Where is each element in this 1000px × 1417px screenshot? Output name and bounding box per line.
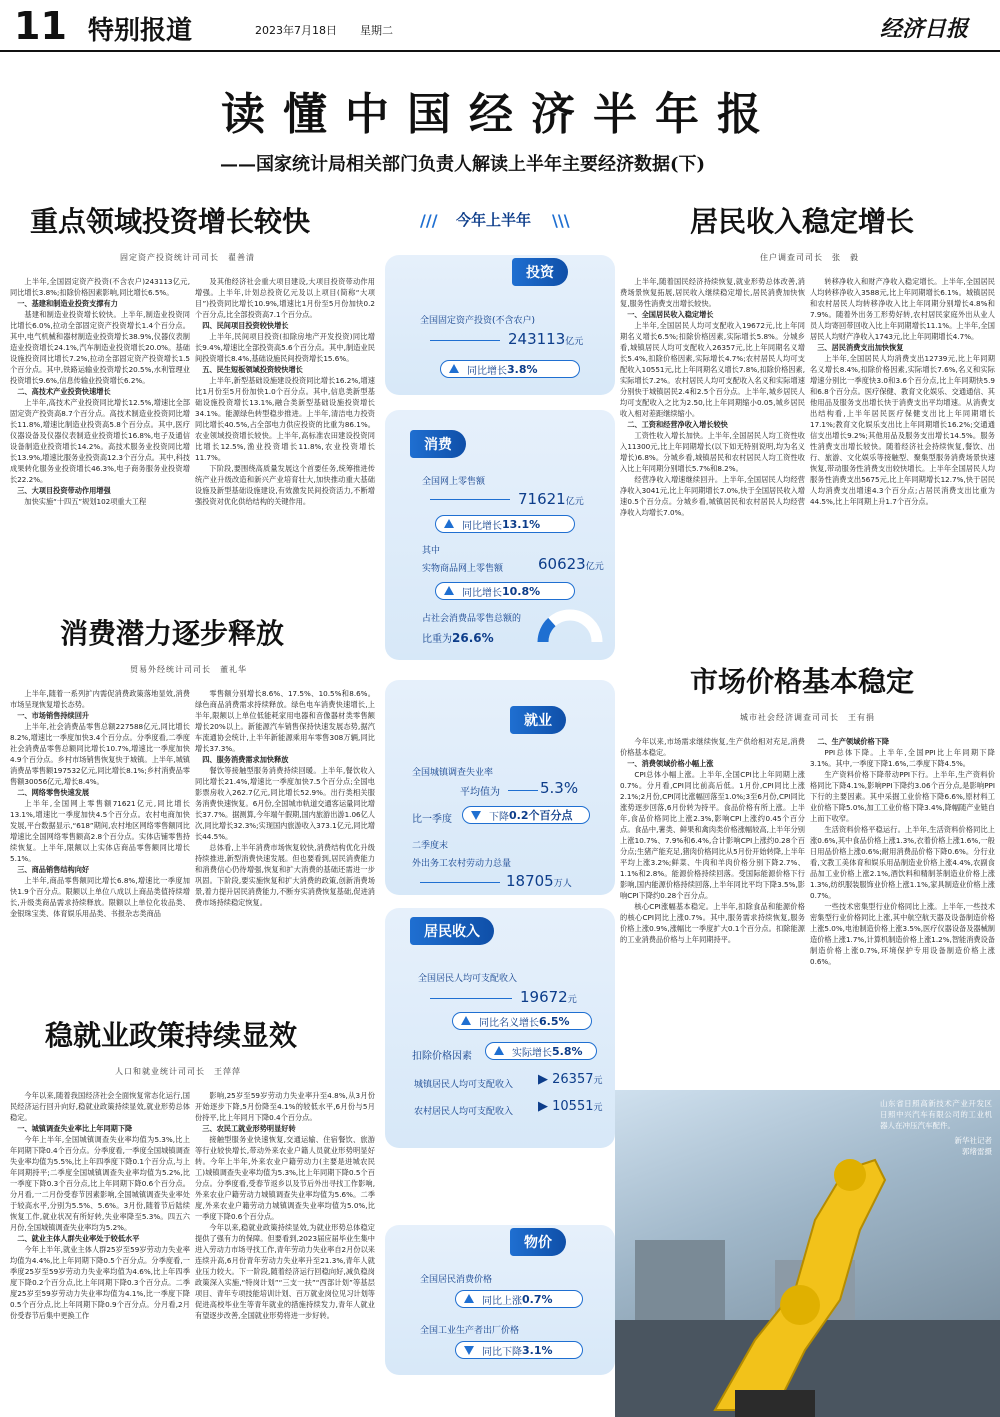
income-urban: ▶ 26357元	[538, 1072, 603, 1087]
price-cpi-label: 全国居民消费价格	[420, 1275, 493, 1285]
jobs-avg-value: 5.3%	[540, 779, 579, 797]
investment-byline: 固定资产投资统计司司长 翟善清	[120, 253, 255, 262]
price-ppi: 同比下降 3.1%	[455, 1341, 583, 1359]
center-banner: /// 今年上半年 \\\	[420, 211, 570, 230]
paper-logo: 经济日报	[880, 16, 969, 42]
consumption-col1: 上半年,随着一系列扩内需促消费政策落地显效,消费市场呈现恢复增长态势。 一、市场销售持续回升 上半年,社会消费品零售总额227588亿元,同比增长8.2%,增速比一季度加快3.4个百分点。分季度看,二季度社会消费品零售总额同比增长10.7%,增速比一季度加快4.9个百分点。乡村市场销售恢复快于城镇。上半年,城镇消费品零售额197532亿元,同比增长8.1%;乡村消费品零售额30056亿元,增长8.4%。 二、网络零售快速发展 上半年,全国网上零售额71621亿元,同比增长13.1%,增速比一季度加快4.5个百分点。农村电商加快发展,平台数据显示,“618”期间,农村地区网络零售额同比增速比全国网络零售额高2.8个百分点。实体店铺零售持续恢复。上半年,限额以上实体店商品零售额同比增长5.1%。 三、商品销售结构向好 上半年,商品零售额同比增长6.8%,增速比一季度加快1.9个百分点。限额以上单位八成以上商品类值持续增长,升级类商品需求持续释放。限额以上单位化妆品类、金银珠宝类、体育娱乐用品类、书报杂志类商品	[10, 689, 190, 918]
tag-price: 物价	[510, 1228, 566, 1256]
income-label1: 全国居民人均可支配收入	[418, 974, 518, 984]
investment-col2: 及其他经济社会重大项目建设,大项目投资带动作用增强。上半年,计划总投资亿元及以上项目(简称“大项目”)投资同比增长10.9%,增速比1月份至5月份加快0.2个百分点,比全部投资高7.1个百分点。 四、民间项目投资较快增长 上半年,民间项目投资(扣除房地产开发投资)同比增长9.4%,增速比全部投资高5.6个百分点。其中,制造业民间投资增长8.4%,基础设施民间投资增长15.6%。 五、民生短板领域投资较快增长 上半年,新型基础设施建设投资同比增长16.2%,增速比1月份至5月份加快1.0个百分点。其中,信息类新型基础设施投资增长13.1%,融合类新型基础设施投资增长34.1%。能源绿色转型稳步推进。上半年,清洁电力投资同比增长40.5%,占全部电力供应投资的比重为86.1%。农业领域投资增长较快。上半年,高标准农田建设投资同比增长12.5%,渔业投资增长11.8%,农业投资增长11.7%。 下阶段,要围绕高质量发展这个首要任务,统筹推进传统产业升级改造和新兴产业培育壮大,加快推动重大基础设施及新型基础设施建设,有效激发民间投资活力,不断增强投资对优化供给结构的关键作用。	[195, 277, 375, 506]
jobs-label2b: 外出务工农村劳动力总量	[412, 859, 512, 869]
consumption-title: 消费潜力逐步释放	[60, 617, 285, 650]
invest-growth: 同比增长 3.8%	[440, 360, 580, 378]
price-byline: 城市社会经济调查司司长 王有捐	[740, 713, 875, 722]
photo-credit: 新华社记者 郭绪雷摄	[954, 1136, 992, 1156]
price-col1: 今年以来,市场需求继续恢复,生产供给相对充足,消费价格基本稳定。 一、消费领域价格小幅上涨 CPI总体小幅上涨。上半年,全国CPI比上年同期上涨0.7%。分月看,CPI同比前高后低。1月份,CPI同比上涨2.1%;2月份,CPI同比涨幅回落至1.0%;3至6月份,CPI同比涨势逐步回落,6月份转为持平。食品价格有所上涨。上半年,食品价格同比上涨2.3%,影响CPI上涨约0.45个百分点。食品中,薯类、鲜果和禽肉类价格涨幅较高,上半年分别上涨10.7%、7.9%和6.4%,合计影响CPI上涨约0.28个百分点;生猪产能充足,猪肉价格同比从5月份开始转降,上半年平均上涨3.2%;鲜菜、牛肉和羊肉价格分别下降2.7%、1.1%和2.8%。能源价格持续回落。受国际能源价格下行影响,国内能源价格持续回落,上半年同比平均下降3.5%,影响CPI下降约0.28个百分点。 核心CPI涨幅基本稳定。上半年,扣除食品和能源价格的核心CPI同比上涨0.7%。其中,服务需求持续恢复,服务价格上涨0.9%,涨幅比一季度扩大0.1个百分点。扣除能源的工业消费品价格与上年同期持平。	[620, 737, 805, 944]
price-cpi: 同比上涨 0.7%	[455, 1290, 583, 1308]
jobs-cmp: 比一季度	[412, 814, 452, 825]
income-rural: ▶ 10551元	[538, 1099, 603, 1114]
consume-share-label: 占社会消费品零售总额的	[422, 614, 522, 624]
income-price-label: 扣除价格因素	[412, 1051, 472, 1062]
income-byline: 住户调查司司长 张 毅	[760, 253, 859, 262]
consume-growth2: 同比增长 10.8%	[435, 582, 575, 600]
income-col1: 上半年,随着国民经济持续恢复,就业形势总体改善,消费场景恢复拓展,居民收入继续稳定增长,居民消费加快恢复,服务性消费支出增长较快。 一、全国居民收入稳定增长 上半年,全国居民人均可支配收入19672元,比上年同期名义增长6.5%;扣除价格因素,实际增长5.8%。分城乡看,城镇居民人均可支配收入26357元,比上年同期名义增长5.4%,扣除价格因素,实际增长4.7%;农村居民人均可支配收入10551元,比上年同期名义增长7.8%,扣除价格因素,实际增长7.2%。农村居民人均可支配收入名义和实际增速分别快于城镇居民2.4和2.5个百分点。上半年,城乡居民人均可支配收入之比为2.50,比上年同期缩小0.05,城乡居民收入相对差距继续缩小。 二、工资和经营净收入增长较快 工资性收入增长加快。上半年,全国居民人均工资性收入11300元,比上年同期增长(以下如无特别说明,均为名义增长)6.8%。分城乡看,城镇居民和农村居民人均工资性收入比上年同期分别增长5.7%和8.2%。 经营净收入增速继续回升。上半年,全国居民人均经营净收入3041元,比上年同期增长7.0%,快于全国居民收入增速0.5个百分点。分城乡看,城镇居民和农村居民人均经营净收入均增长7.0%。	[620, 277, 805, 517]
employment-col1: 今年以来,随着我国经济社会全面恢复常态化运行,国民经济运行回升向好,稳就业政策持续显效,就业形势总体稳定。 一、城镇调查失业率比上年同期下降 今年上半年,全国城镇调查失业率均值为5.3%,比上年同期下降0.4个百分点。分季度看,一季度全国城镇调查失业率均值为5.5%,比上年四季度下降0.1个百分点,与上年同期持平;二季度全国城镇调查失业率均值为5.2%,比一季度下降0.3个百分点,比上年同期下降0.6个百分点。分月看,一二月份受春节因素影响,全国城镇调查失业率处于较高水平,分别为5.5%、5.6%。3月份,随着节后陆续恢复工作,就业状况有所好转,失业率降至5.3%。四五六月份,全国城镇调查失业率均为5.2%。 二、就业主体人群失业率处于较低水平 今年上半年,就业主体人群25岁至59岁劳动力失业率均值为4.4%,比上年同期下降0.5个百分点。分季度看,一季度25岁至59岁劳动力失业率均值为4.6%,比上年四季度下降0.2个百分点,比上年同期下降0.3个百分点。二季度25岁至59岁劳动力失业率均值为4.1%,比一季度下降0.5个百分点,比上年同期下降0.9个百分点。分月看,2月份受春节后集中更换工作	[10, 1091, 190, 1320]
income-growth1: 同比名义增长 6.5%	[452, 1012, 592, 1030]
consume-value2: 60623亿元	[538, 555, 604, 573]
tag-income: 居民收入	[410, 917, 494, 945]
income-urban-label: 城镇居民人均可支配收入	[414, 1080, 514, 1090]
consumption-byline: 贸易外经统计司司长 董礼华	[130, 665, 247, 674]
jobs-avg: 平均值为	[460, 787, 500, 798]
main-subtitle: ——国家统计局相关部门负责人解读上半年主要经济数据(下)	[220, 154, 706, 175]
invest-value: 243113亿元	[508, 330, 584, 348]
price-ppi-label: 全国工业生产者出厂价格	[420, 1326, 520, 1336]
consume-label1: 全国网上零售额	[422, 477, 486, 487]
section-name: 特别报道	[88, 16, 193, 46]
jobs-label2a: 二季度末	[412, 841, 449, 851]
investment-title: 重点领域投资增长较快	[30, 205, 311, 238]
issue-date: 2023年7月18日	[255, 24, 337, 37]
photo-caption-text: 山东省日照高新技术产业开发区日照中兴汽车有限公司的工业机器人在冲压汽车配件。	[880, 1099, 992, 1130]
income-col2: 转移净收入和财产净收入稳定增长。上半年,全国居民人均转移净收入3588元,比上年同期增长6.1%。城镇居民和农村居民人均转移净收入比上年同期分别增长4.8%和7.9%。随着外出务工形势好转,农村居民家庭外出从业人员人均寄回带回收入比上年同期增长11.1%。上半年,全国居民人均财产净收入1743元,比上年同期增长4.7%。 三、居民消费支出加快恢复 上半年,全国居民人均消费支出12739元,比上年同期名义增长8.4%,扣除价格因素,实际增长7.6%,名义和实际增速分别比一季度快3.0和3.6个百分点,比上年同期快5.9和6.8个百分点。医疗保健、教育文化娱乐、交通通信、其他用品及服务支出增长快于消费支出平均增速。从消费支出结构看,上半年居民医疗保健支出比上年同期增长17.1%;教育文化娱乐支出比上年同期增长16.2%;交通通信支出增长9.2%;其他用品及服务支出增长14.5%。服务性消费支出增长较快。随着经济社会持续恢复,餐饮、出行、旅游、文化娱乐等接触型、聚集型服务消费场景快速恢复,带动服务性消费支出较快增长。上半年全国居民人均服务性消费支出5675元,比上年同期增长12.7%,快于居民人均消费支出增速4.3个百分点;占居民消费支出比重为44.5%,比上年同期上升1.7个百分点。	[810, 277, 995, 506]
income-rural-label: 农村居民人均可支配收入	[414, 1107, 514, 1117]
investment-col1: 上半年,全国固定资产投资(不含农户)243113亿元,同比增长3.8%;扣除价格因素影响,同比增长6.5%。 一、基建和制造业投资支撑有力 基建和制造业投资增长较快。上半年,制造业投资同比增长6.0%,拉动全部固定资产投资增长1.4个百分点。其中,电气机械和器材制造业投资增长38.9%,仪器仪表制造业投资增长24.1%,汽车制造业投资增长20.0%。基础设施投资同比增长7.2%,拉动全部固定资产投资增长1.5个百分点。其中,铁路运输业投资增长20.5%,水利管理业投资增长9.6%,信息传输业投资增长6.2%。 二、高技术产业投资快速增长 上半年,高技术产业投资同比增长12.5%,增速比全部固定资产投资高8.7个百分点。高技术制造业投资同比增长11.8%,增速比制造业投资高5.8个百分点。其中,医疗仪器设备及仪器仪表制造业投资增长16.8%,电子及通信设备制造业投资增长14.2%。高技术服务业投资同比增长13.9%,增速比服务业投资高12.3个百分点。其中,科技成果转化服务业投资增长46.3%,电子商务服务业投资增长22.2%。 三、大项目投资带动作用增强 加快实施“十四五”规划102项重大工程	[10, 277, 190, 506]
consume-growth1: 同比增长 13.1%	[435, 515, 575, 533]
tag-consume: 消费	[410, 430, 466, 458]
employment-col2: 影响,25岁至59岁劳动力失业率升至4.8%,从3月份开始逐步下降,5月份降至4.1%的较低水平,6月份与5月份持平,比上年同月下降0.4个百分点。 三、农民工就业形势明显好转 接触型服务业快速恢复,交通运输、住宿餐饮、旅游等行业较快增长,带动外来农业户籍人员就业形势明显好转。今年上半年,外来农业户籍劳动力(主要是进城农民工)城镇调查失业率均值为5.3%,比上年同期下降0.5个百分点。分季度看,受春节返乡以及节后外出寻找工作影响,外来农业户籍劳动力城镇调查失业率均值为5.6%。二季度,外来农业户籍劳动力城镇调查失业率均值为5.0%,比一季度下降0.6个百分点。 今年以来,稳就业政策持续显效,为就业形势总体稳定提供了强有力的保障。但要看到,2023届应届毕业生集中进入劳动力市场寻找工作,青年劳动力失业率自2月份以来连续升高,6月份青年劳动力失业率升至21.3%,青年人就业压力较大。下一阶段,随着经济运行回稳向好,减负稳岗政策深入实施,“特岗计划”“三支一扶”“西部计划”等基层项目、青年专项技能培训计划、百万就业岗位见习计划等促进高校毕业生等青年就业的措施持续发力,青年人就业有望逐步改善,全国就业形势将进一步好转。	[195, 1091, 375, 1320]
income-real: 实际增长 5.8%	[485, 1042, 597, 1060]
price-col2: 二、生产领域价格下降 PPI总体下降。上半年,全国PPI比上年同期下降3.1%。其中,一季度下降1.6%,二季度下降4.5%。 生产资料价格下降带动PPI下行。上半年,生产资料价格同比下降4.1%,影响PPI下降约3.06个百分点,是影响PPI下行的主要因素。其中采掘工业价格下降6.6%,原材料工业价格下降5.0%,加工工业价格下降3.4%,降幅随产业链自上而下收窄。 生活资料价格平稳运行。上半年,生活资料价格同比上涨0.6%,其中食品价格上涨1.3%,衣着价格上涨1.6%,一般日用品价格上涨0.6%;耐用消费品价格下降0.6%。分行业看,文教工美体育和娱乐用品制造业价格上涨4.4%,农副食品加工业价格上涨2.1%,酒饮料和精制茶制造业价格上涨1.3%,纺织服装服饰业价格上涨1.1%,家具制造业价格上涨0.7%。 一些技术密集型行业价格同比上涨。上半年,一些技术密集型行业价格同比上涨,其中航空航天器及设备制造价格上涨5.0%,电池制造价格上涨3.5%,医疗仪器设备及器械制造价格上涨1.7%,计算机制造价格上涨1.2%,智能消费设备制造价格上涨0.7%,环境保护专用设备制造价格上涨0.6%。	[810, 737, 995, 966]
income-title: 居民收入稳定增长	[690, 205, 915, 238]
consume-sub: 其中	[422, 546, 441, 556]
consume-label2: 实物商品网上零售额	[422, 564, 504, 574]
price-title: 市场价格基本稳定	[690, 665, 915, 698]
jobs-down: 下降 0.2个百分点	[462, 806, 590, 824]
center-banner-text: 今年上半年	[456, 211, 532, 229]
employment-title: 稳就业政策持续显效	[45, 1019, 298, 1052]
consume-share: 比重为26.6%	[422, 631, 494, 645]
tag-jobs: 就业	[510, 706, 566, 734]
consumption-col2: 零售额分别增长8.6%、17.5%、10.5%和8.6%。绿色商品消费需求持续释放。绿色电车消费快速增长,上半年,限额以上单位低能耗家用电器和音像器材类零售额增长20%以上。新能源汽车销售保持快速发展态势,据汽车流通协会统计,上半年新能源乘用车零售308万辆,同比增长37.3%。 四、服务消费需求加快释放 餐饮等接触型服务消费持续回暖。上半年,餐饮收入同比增长21.4%,增速比一季度加快7.5个百分点;全国电影票房收入262.7亿元,同比增长52.9%。出行类相关服务消费快速恢复。6月份,全国城市轨道交通客运量同比增长37.7%。据测算,今年端午假期,国内旅游出游1.06亿人次,同比增长32.3%;实现国内旅游收入373.1亿元,同比增长44.5%。 总体看,上半年消费市场恢复较快,消费结构优化升级持续推进,新型消费快速发展。但也要看到,居民消费能力和消费信心仍待增强,恢复和扩大消费的基础还需进一步巩固。下阶段,要实施恢复和扩大消费的政策,创新消费场景,着力提升居民消费能力,不断夯实消费恢复基础,促进消费市场持续稳定恢复。	[195, 689, 375, 907]
tag-invest: 投资	[512, 258, 568, 286]
income-value1: 19672元	[520, 988, 577, 1006]
issue-weekday: 星期二	[360, 24, 393, 37]
main-title: 读懂中国经济半年报	[221, 89, 779, 140]
employment-byline: 人口和就业统计司司长 王萍萍	[115, 1067, 241, 1076]
jobs-value2: 18705万人	[506, 872, 572, 890]
page-number: 11	[14, 4, 67, 48]
consume-share-gauge	[535, 600, 605, 645]
photo-caption	[880, 1098, 992, 1157]
jobs-label1: 全国城镇调查失业率	[412, 768, 494, 778]
consume-value1: 71621亿元	[518, 490, 584, 508]
masthead	[0, 0, 1000, 52]
invest-label: 全国固定资产投资(不含农户)	[420, 316, 536, 326]
